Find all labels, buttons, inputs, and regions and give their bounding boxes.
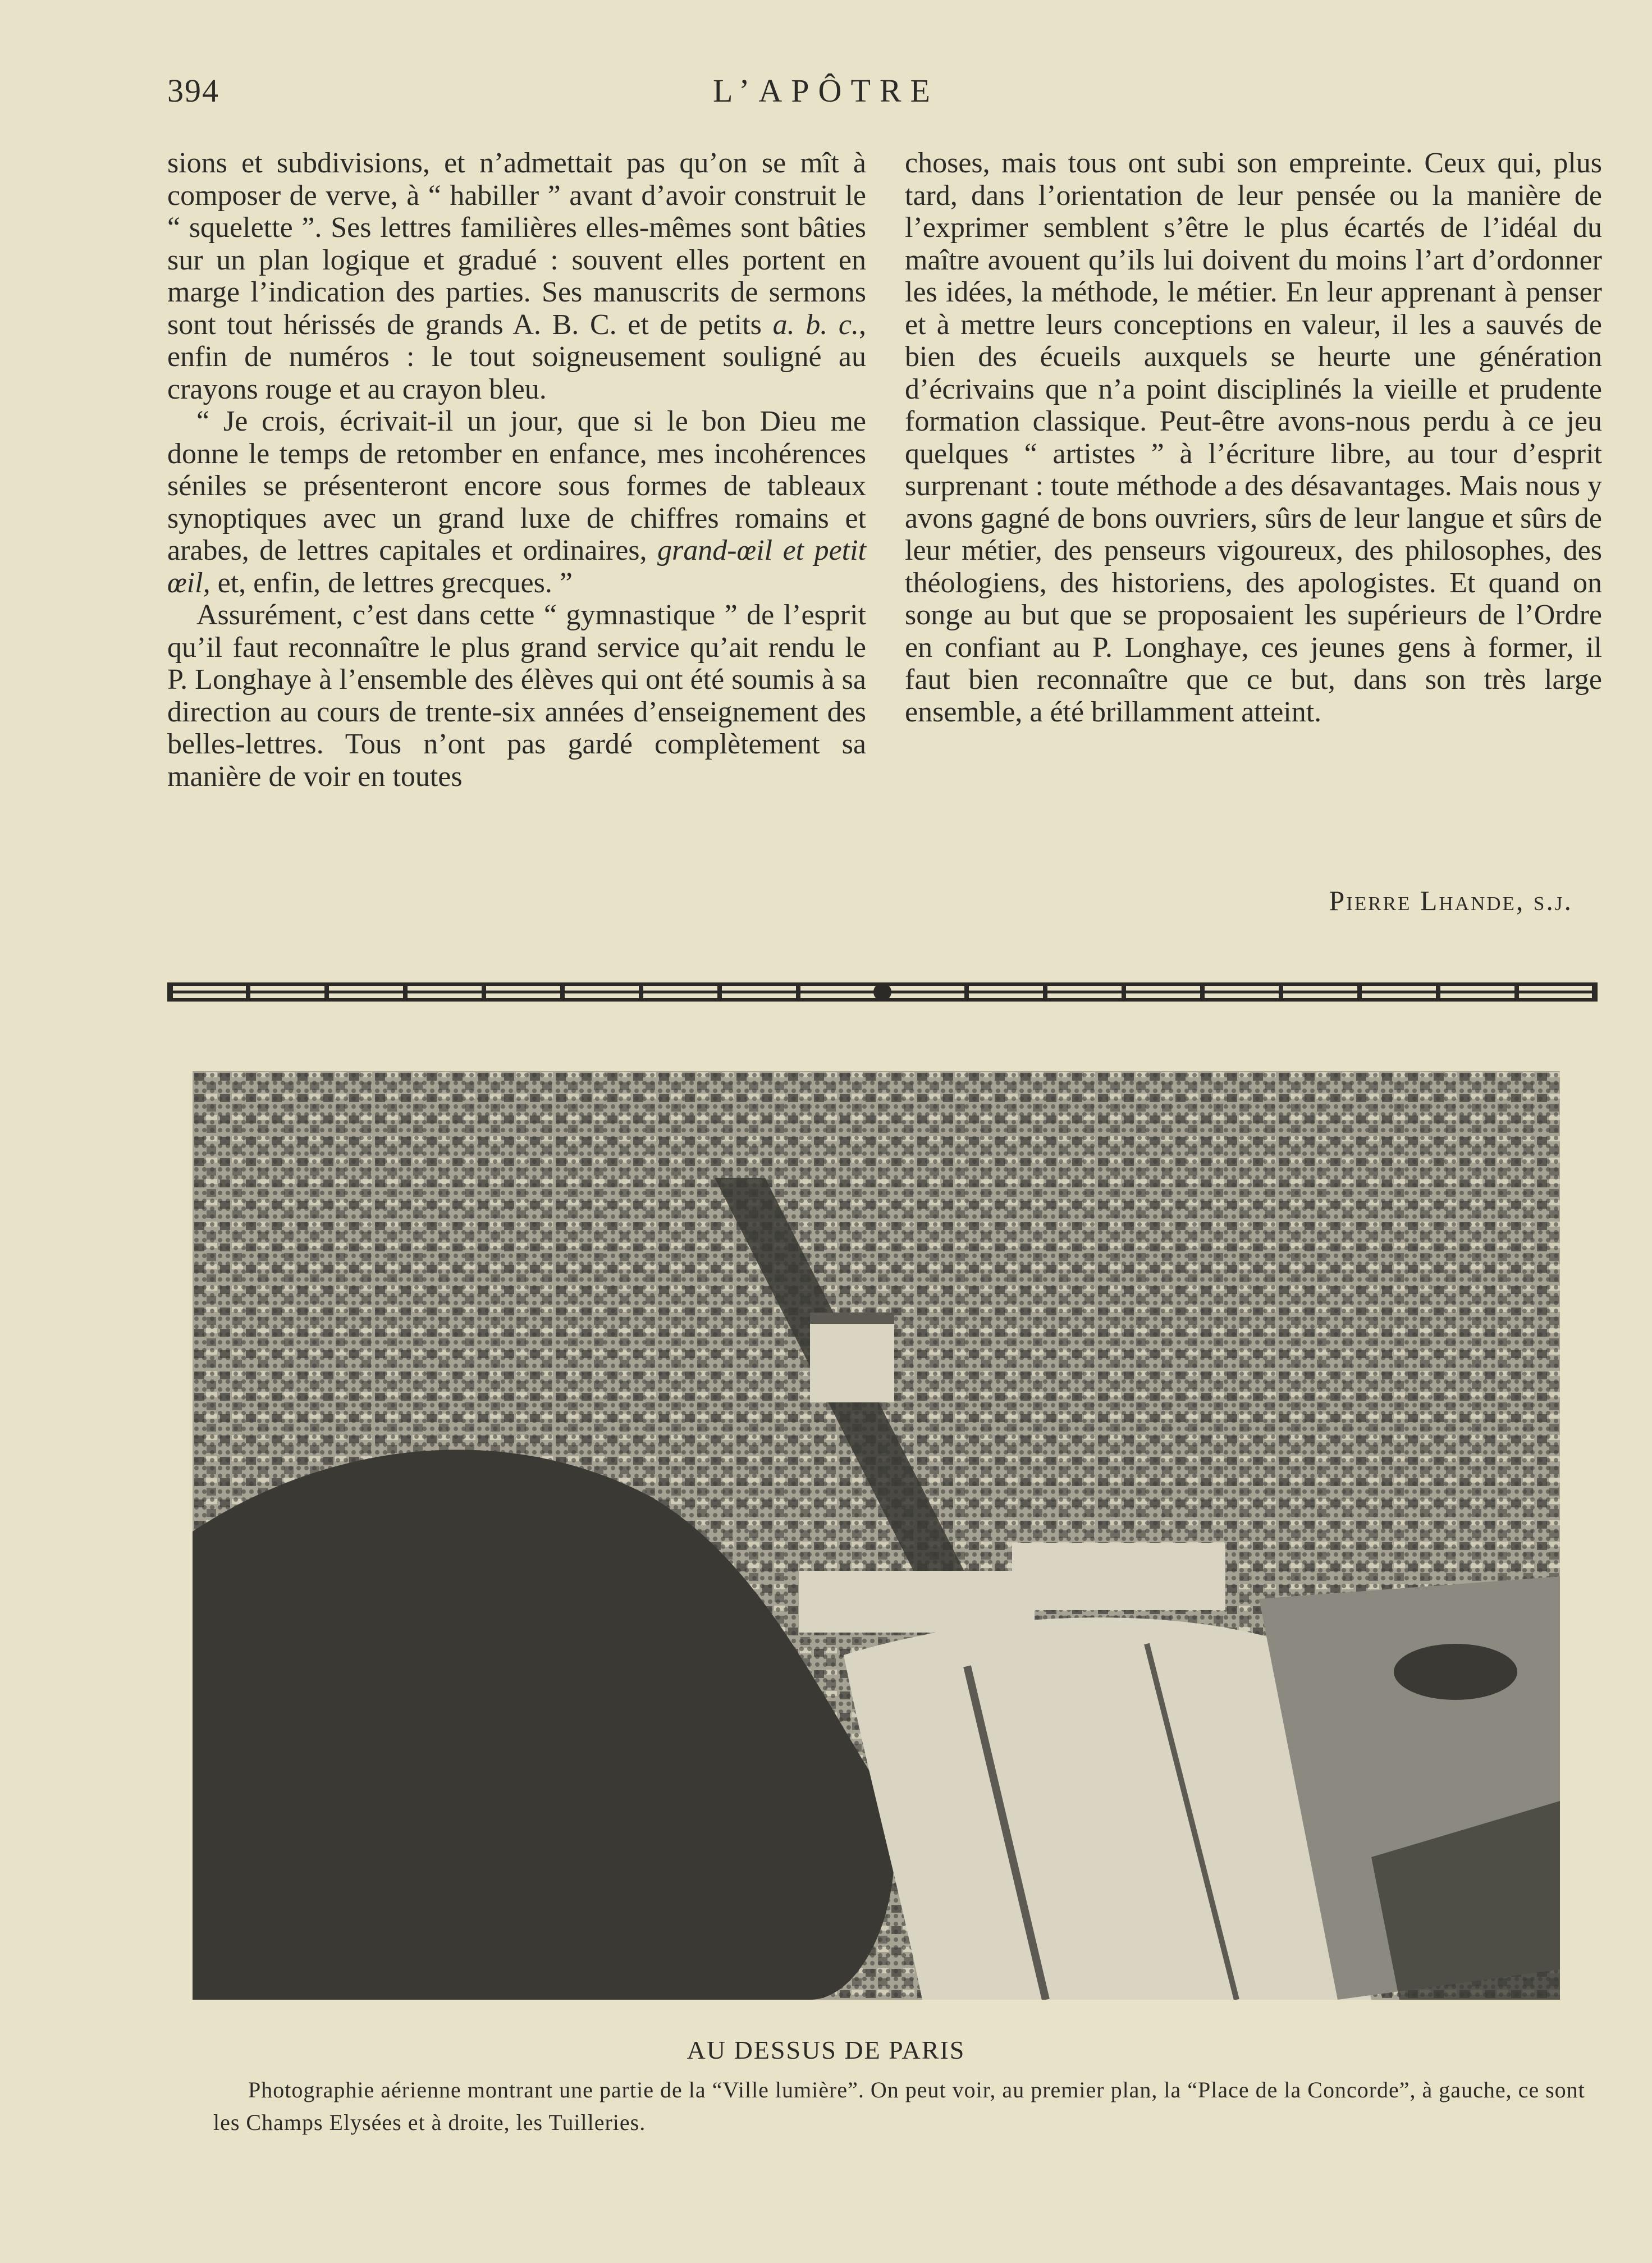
page-number: 394: [167, 72, 219, 109]
left-p2-italic: grand-œil et petit œil,: [167, 534, 866, 599]
right-column: [905, 147, 1602, 728]
left-p1-end: , enfin de numéros : le tout soigneusement souligné au crayons rouge et au crayon bleu.: [167, 308, 866, 405]
caption-text: Photographie aérienne montrant une partie de la “Ville lumière”. On peut voir, au premier plan, la “Place de la Concorde”, à gauche, ce sont les Champs Elysées et à droite, les Tuilleries.: [213, 2077, 1585, 2135]
author-signature: Pierre Lhande, s.j.: [1329, 885, 1573, 916]
left-paragraph-3: Assurément, c’est dans cette “ gymnastique ” de l’esprit qu’il faut reconnaître le plus grand service qu’ait rendu le P. Longhaye à l’ensemble des élèves qui ont été soumis à sa direction au cours de trente-six années d’enseignement des belles-lettres. Tous n’ont pas gardé complètement sa manière de voir en toutes: [167, 599, 866, 793]
left-p2-end: et, enfin, de lettres grecques. ”: [210, 566, 573, 599]
ornamental-divider: [167, 978, 1598, 1006]
caption-title: AU DESSUS DE PARIS: [687, 2036, 965, 2064]
left-paragraph-1: [167, 147, 866, 405]
left-p2-text: “ Je crois, écrivait-il un jour, que si le bon Dieu me donne le temps de retomber en enfance, mes incohérences séniles se présenteront encore sous formes de tableaux synoptiques avec un grand luxe de chiffres romains et arabes, de lettres capitales et ordinaires,: [167, 405, 866, 566]
left-p1-italic: a. b. c.: [772, 308, 859, 341]
left-paragraph-2: [167, 405, 866, 599]
right-paragraph-1: choses, mais tous ont subi son empreinte. Ceux qui, plus tard, dans l’orientation de leur pensée ou la manière de l’exprimer semblent s’être le plus écartés de l’idéal du maître avouent qu’ils lui doivent du moins l’art d’ordonner les idées, la méthode, le métier. En leur apprenant à penser et à mettre leurs conceptions en valeur, il les a sauvés de bien des écueils auxquels se heurte une génération d’écrivains que n’a point disciplinés la vieille et prudente formation classique. Peut-être avons-nous perdu à ce jeu quelques “ artistes ” à l’écriture libre, au tour d’esprit surprenant : toute méthode a des désavantages. Mais nous y avons gagné de bons ouvriers, sûrs de leur langue et sûrs de leur métier, des penseurs vigoureux, des philosophes, des théologiens, des historiens, des apologistes. Et quand on songe au but que se proposaient les supérieurs de l’Ordre en confiant au P. Longhaye, ces jeunes gens à former, il faut bien reconnaître que ce but, dans son très large ensemble, a été brillamment atteint.: [905, 147, 1602, 728]
running-title: L’APÔTRE: [713, 72, 939, 109]
left-p1-text: sions et subdivisions, et n’admettait pas qu’on se mît à composer de verve, à “ habiller ” avant d’avoir construit le “ squelette ”. Ses lettres familières elles-mêmes sont bâties sur un plan logique et gradué : souvent elles portent en marge l’indication des parties. Ses manuscrits de sermons sont tout hérissés de grands A. B. C. et de petits: [167, 147, 866, 341]
left-column: [167, 147, 866, 793]
aerial-photo: [193, 1071, 1560, 2000]
aerial-photo-image: [193, 1071, 1560, 2000]
